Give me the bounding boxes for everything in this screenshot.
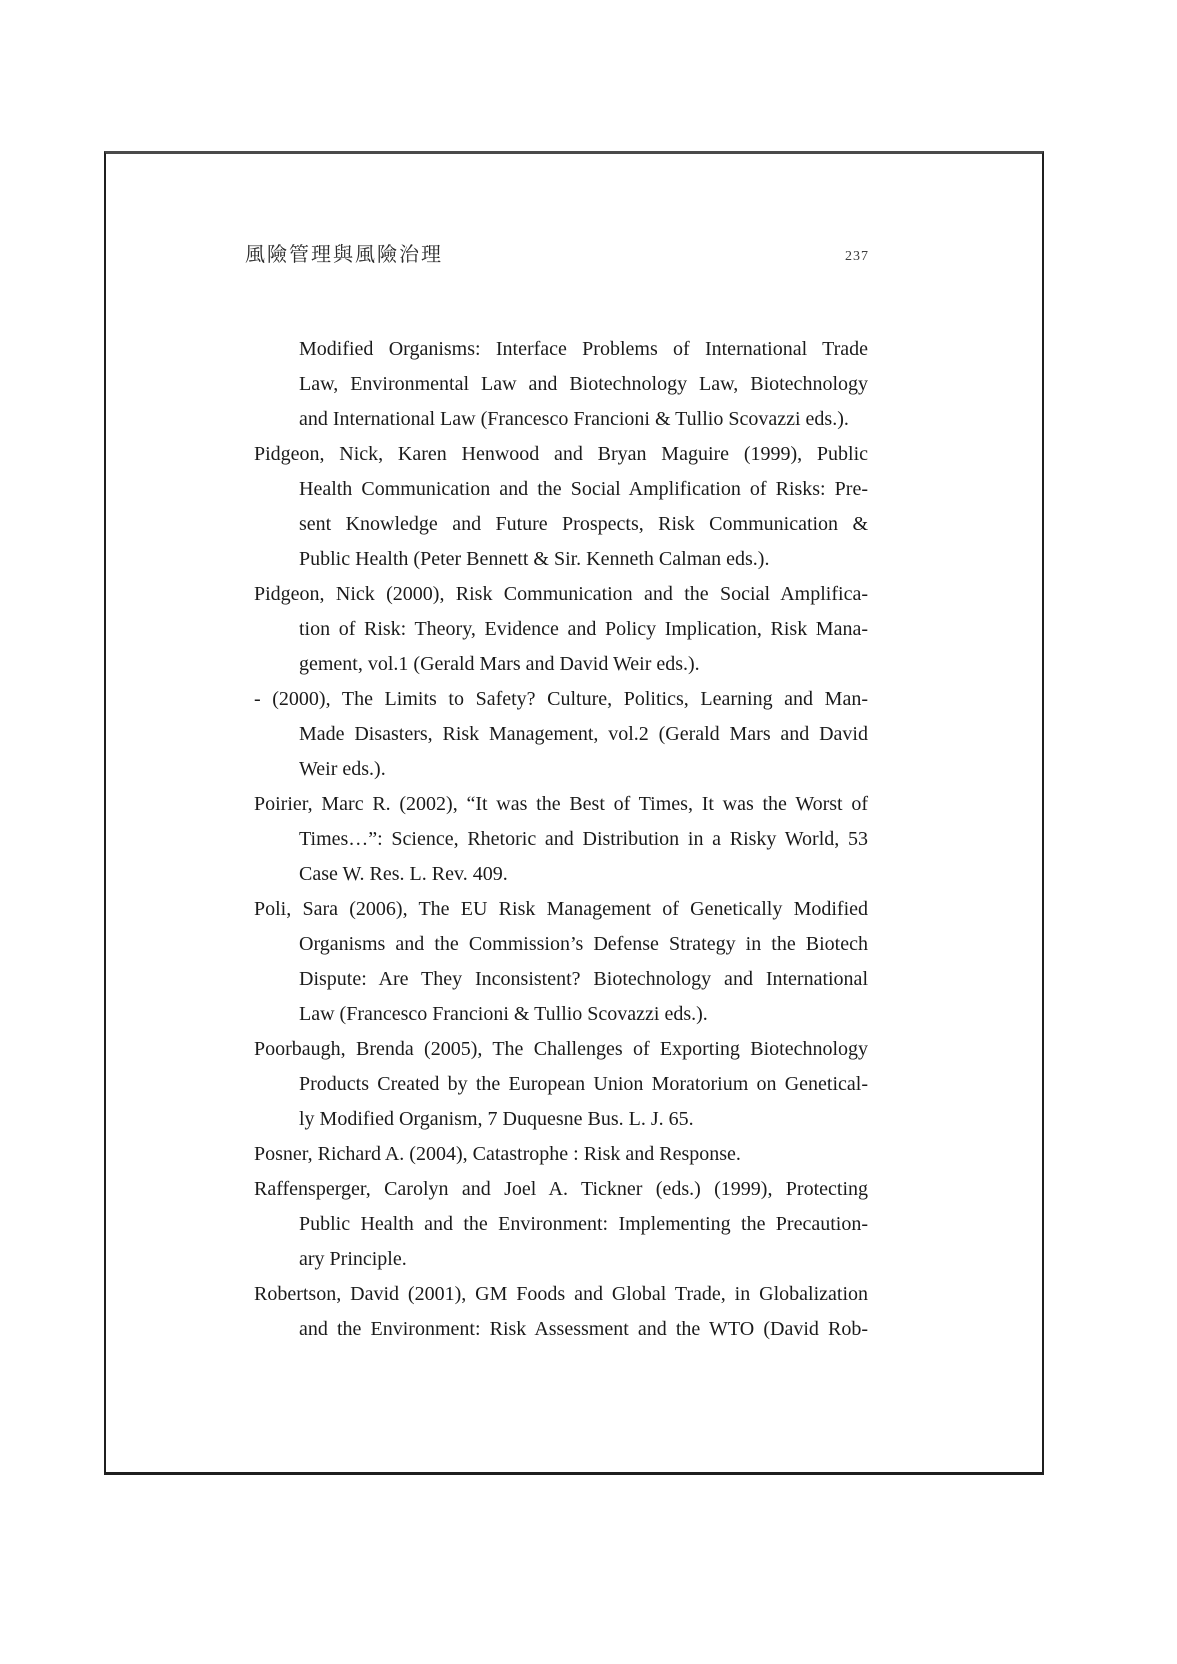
reference-line: Pidgeon, Nick, Karen Henwood and Bryan Maguire (1999), Public: [254, 443, 868, 465]
reference-line: Case W. Res. L. Rev. 409.: [299, 863, 508, 885]
reference-line: Law, Environmental Law and Biotechnology Law, Biotechnology: [299, 373, 868, 395]
reference-entry: [254, 437, 868, 577]
reference-entry: [254, 332, 868, 437]
reference-line: Dispute: Are They Inconsistent? Biotechnology and International: [299, 968, 868, 990]
reference-line: ary Principle.: [299, 1248, 407, 1270]
reference-line: Weir eds.).: [299, 758, 386, 780]
reference-entry: [254, 577, 868, 682]
reference-line: Public Health and the Environment: Implementing the Precaution-: [299, 1213, 868, 1235]
reference-line: and the Environment: Risk Assessment and the WTO (David Rob-: [299, 1318, 868, 1340]
reference-line: Poorbaugh, Brenda (2005), The Challenges of Exporting Biotechnology: [254, 1038, 868, 1060]
reference-line: Posner, Richard A. (2004), Catastrophe : Risk and Response.: [254, 1143, 741, 1165]
reference-line: Made Disasters, Risk Management, vol.2 (Gerald Mars and David: [299, 723, 868, 745]
reference-entry: [254, 892, 868, 1032]
page-header: [245, 238, 869, 267]
reference-line: sent Knowledge and Future Prospects, Risk Communication &: [299, 513, 868, 535]
reference-line: Organisms and the Commission’s Defense Strategy in the Biotech: [299, 933, 868, 955]
reference-line: Health Communication and the Social Amplification of Risks: Pre-: [299, 478, 868, 500]
references-list: [254, 332, 868, 1347]
reference-line: Robertson, David (2001), GM Foods and Global Trade, in Globalization: [254, 1283, 868, 1305]
reference-entry: [254, 1172, 868, 1277]
reference-line: Raffensperger, Carolyn and Joel A. Tickner (eds.) (1999), Protecting: [254, 1178, 868, 1200]
reference-entry: [254, 1032, 868, 1137]
reference-entry: [254, 1137, 868, 1172]
reference-line: Times…”: Science, Rhetoric and Distribution in a Risky World, 53: [299, 828, 868, 850]
page-number: 237: [845, 249, 869, 264]
reference-line: Public Health (Peter Bennett & Sir. Kenneth Calman eds.).: [299, 548, 770, 570]
reference-line: Poli, Sara (2006), The EU Risk Management of Genetically Modified: [254, 898, 868, 920]
reference-line: - (2000), The Limits to Safety? Culture, Politics, Learning and Man-: [254, 688, 868, 710]
reference-entry: [254, 1277, 868, 1347]
reference-line: Law (Francesco Francioni & Tullio Scovazzi eds.).: [299, 1003, 708, 1025]
reference-line: gement, vol.1 (Gerald Mars and David Weir eds.).: [299, 653, 700, 675]
reference-line: tion of Risk: Theory, Evidence and Policy Implication, Risk Mana-: [299, 618, 868, 640]
reference-line: and International Law (Francesco Francioni & Tullio Scovazzi eds.).: [299, 408, 849, 430]
reference-line: Modified Organisms: Interface Problems of International Trade: [299, 338, 868, 360]
reference-line: Pidgeon, Nick (2000), Risk Communication and the Social Amplifica-: [254, 583, 868, 605]
reference-line: ly Modified Organism, 7 Duquesne Bus. L. J. 65.: [299, 1108, 694, 1130]
reference-entry: [254, 682, 868, 787]
reference-entry: [254, 787, 868, 892]
book-page: [104, 151, 1044, 1475]
reference-line: Products Created by the European Union Moratorium on Genetical-: [299, 1073, 868, 1095]
reference-line: Poirier, Marc R. (2002), “It was the Best of Times, It was the Worst of: [254, 793, 868, 815]
running-header-title: 風險管理與風險治理: [245, 244, 443, 266]
